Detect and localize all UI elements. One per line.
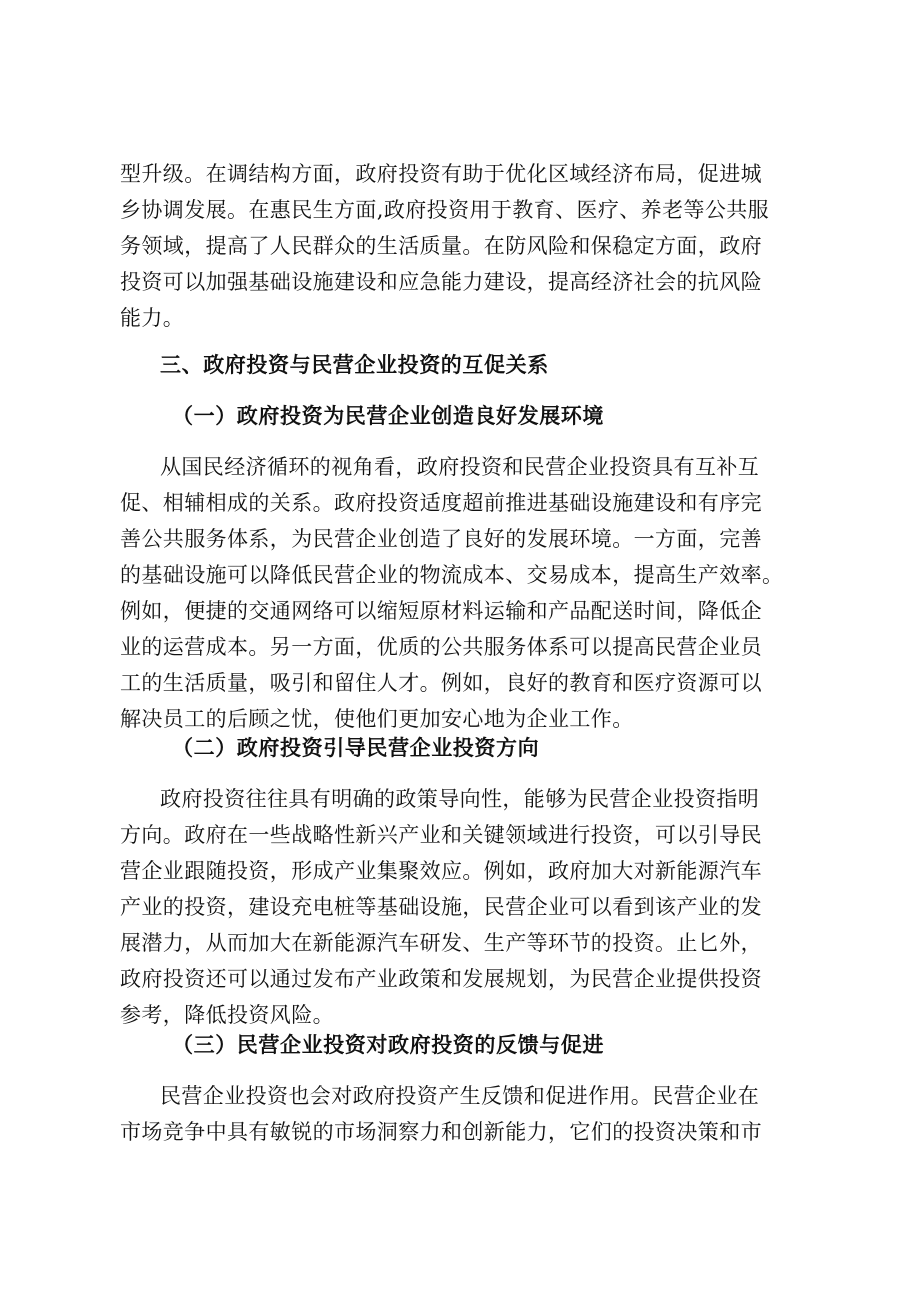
paragraph-line: 例如，便捷的交通网络可以缩短原材料运输和产品配送时间，降低企: [120, 599, 762, 623]
paragraph-line: 业的运营成本。另一方面，优质的公共服务体系可以提高民营企业员: [120, 635, 762, 659]
paragraph-line: 从国民经济循环的视角看，政府投资和民营企业投资具有互补互: [160, 455, 760, 479]
paragraph-line: 政府投资还可以通过发布产业政策和发展规划，为民营企业提供投资: [120, 967, 762, 991]
paragraph-line: 能力。: [120, 306, 185, 330]
section-heading: 三、政府投资与民营企业投资的互促关系: [160, 352, 549, 377]
paragraph-line: 善公共服务体系，为民营企业创造了良好的发展环境。一方面，完善: [120, 527, 762, 551]
paragraph-line: 投资可以加强基础设施建设和应急能力建设，提高经济社会的抗风险: [120, 270, 762, 294]
paragraph-line: 乡协调发展。在惠民生方面,政府投资用于教育、医疗、养老等公共服: [120, 198, 770, 222]
subsection-heading-2: （二）政府投资引导民营企业投资方向: [172, 735, 540, 760]
paragraph-line: 产业的投资，建设充电桩等基础设施，民营企业可以看到该产业的发: [120, 895, 762, 919]
paragraph-line: 政府投资往往具有明确的政策导向性，能够为民营企业投资指明: [160, 787, 760, 811]
paragraph-line: 营企业跟随投资，形成产业集聚效应。例如，政府加大对新能源汽车: [120, 859, 762, 883]
subsection-heading-3: （三）民营企业投资对政府投资的反馈与促进: [172, 1032, 604, 1057]
paragraph-line: 的基础设施可以降低民营企业的物流成本、交易成本，提高生产效率。: [120, 563, 784, 587]
paragraph-line: 民营企业投资也会对政府投资产生反馈和促进作用。民营企业在: [160, 1084, 760, 1108]
paragraph-line: 市场竞争中具有敏锐的市场洞察力和创新能力，它们的投资决策和市: [120, 1120, 762, 1144]
paragraph-line: 参考，降低投资风险。: [120, 1003, 334, 1027]
paragraph-line: 方向。政府在一些战略性新兴产业和关键领域进行投资，可以引导民: [120, 823, 762, 847]
paragraph-line: 促、相辅相成的关系。政府投资适度超前推进基础设施建设和有序完: [120, 491, 762, 515]
subsection-heading-1: （一）政府投资为民营企业创造良好发展环境: [172, 403, 604, 428]
paragraph-line: 务领域，提高了人民群众的生活质量。在防风险和保稳定方面，政府: [120, 234, 762, 258]
paragraph-line: 型升级。在调结构方面，政府投资有助于优化区域经济布局，促进城: [120, 162, 762, 186]
paragraph-line: 工的生活质量，吸引和留住人才。例如，良好的教育和医疗资源可以: [120, 671, 762, 695]
paragraph-line: 展潜力，从而加大在新能源汽车研发、生产等环节的投资。止匕外，: [120, 931, 762, 955]
paragraph-line: 解决员工的后顾之忧，使他们更加安心地为企业工作。: [120, 707, 634, 731]
